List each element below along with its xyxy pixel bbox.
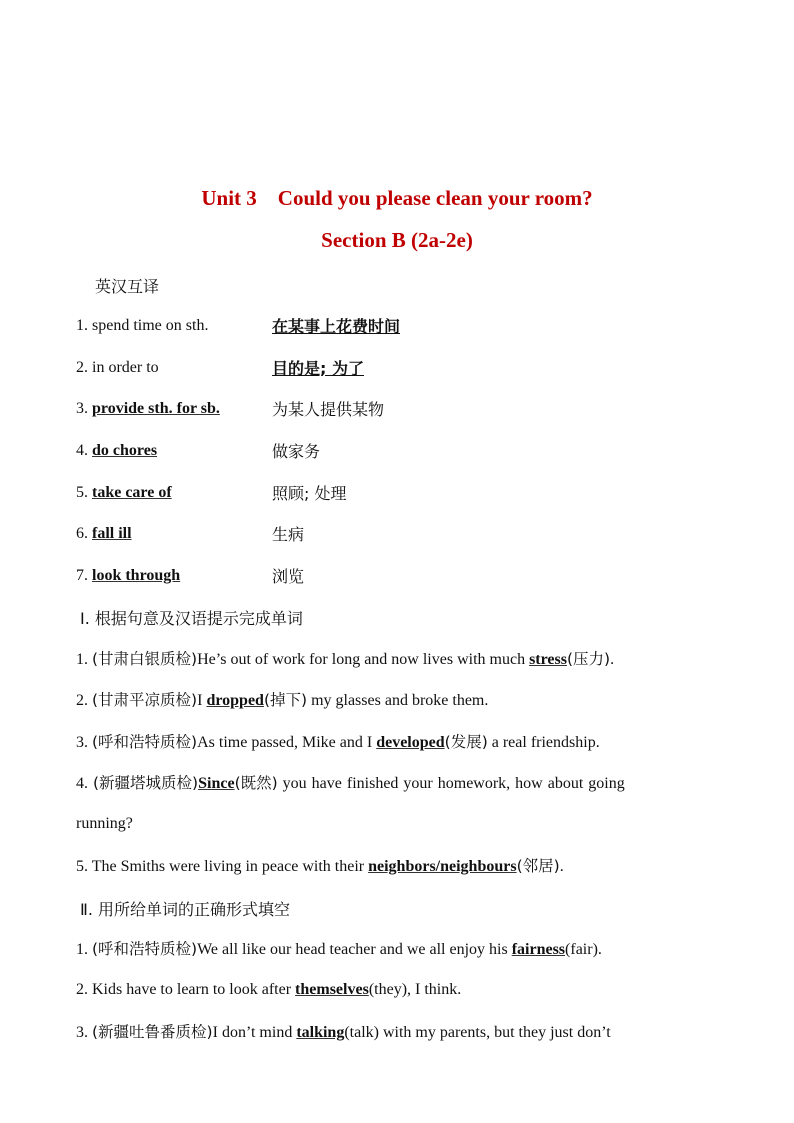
source-tag: (新疆塔城质检) — [93, 774, 199, 792]
exercise-item: 2. (甘肃平凉质检)I dropped(掉下) my glasses and broke them. — [76, 691, 489, 709]
vocab-heading: 英汉互译 — [95, 277, 160, 296]
answer: developed — [376, 734, 445, 751]
vocab-cn: 照顾; 处理 — [272, 484, 347, 503]
hint: (fair) — [565, 941, 598, 958]
answer: stress — [529, 651, 567, 668]
exercise-item: 1. (呼和浩特质检)We all like our head teacher and we all enjoy his fairness(fair). — [76, 940, 602, 958]
vocab-en-answer: do chores — [92, 442, 158, 459]
source-tag: (新疆吐鲁番质检) — [92, 1023, 213, 1041]
hint: (掉下) — [263, 691, 308, 709]
exercise-item: 3. (呼和浩特质检)As time passed, Mike and I developed(发展) a real friendship. — [76, 733, 600, 751]
vocab-cn: 为某人提供某物 — [272, 400, 385, 419]
exercise-item: 3. (新疆吐鲁番质检)I don’t mind talking(talk) with my parents, but they just don’t — [76, 1023, 611, 1041]
vocab-cn: 生病 — [272, 525, 305, 544]
vocab-item: 4. do chores — [76, 442, 158, 459]
answer: dropped — [206, 692, 264, 709]
exercise-item: 5. The Smiths were living in peace with their neighbors/neighbours(邻居). — [76, 857, 564, 875]
vocab-item: 7. look through — [76, 567, 181, 584]
exercise-item: 2. Kids have to learn to look after themselves(they), I think. — [76, 981, 462, 998]
vocab-item: 2. in order to — [76, 359, 159, 376]
vocab-cn: 浏览 — [272, 567, 305, 586]
hint: (邻居) — [516, 857, 560, 875]
hint: (压力) — [566, 650, 611, 668]
section1-heading: Ⅰ. 根据句意及汉语提示完成单词 — [80, 609, 303, 628]
source-tag: (甘肃平凉质检) — [92, 691, 198, 709]
answer: themselves — [295, 981, 369, 998]
vocab-item: 1. spend time on sth. — [76, 317, 209, 334]
vocab-en-answer: fall ill — [92, 525, 132, 542]
vocab-item: 6. fall ill — [76, 525, 132, 542]
hint: (they) — [368, 981, 408, 998]
section2-heading: Ⅱ. 用所给单词的正确形式填空 — [80, 900, 291, 919]
page-subtitle: Section B (2a-2e) — [321, 228, 473, 252]
source-tag: (甘肃白银质检) — [92, 650, 198, 668]
page-title: Unit 3 Could you please clean your room? — [201, 186, 593, 210]
vocab-en: in order to — [92, 359, 159, 376]
answer: Since — [198, 775, 235, 792]
answer: neighbors/neighbours — [368, 858, 517, 875]
vocab-en: spend time on sth. — [92, 317, 209, 334]
vocab-en-answer: provide sth. for sb. — [92, 400, 220, 417]
vocab-cn: 做家务 — [272, 442, 321, 461]
answer: fairness — [511, 941, 566, 958]
vocab-item: 5. take care of — [76, 484, 172, 501]
exercise-item-continued: running? — [76, 815, 133, 832]
vocab-en-answer: look through — [92, 567, 181, 584]
vocab-en-answer: take care of — [92, 484, 172, 501]
source-tag: (呼和浩特质检) — [92, 733, 198, 751]
hint: (既然) — [234, 774, 278, 792]
answer: talking — [296, 1024, 345, 1041]
vocab-cn-answer: 目的是; 为了 — [272, 359, 364, 378]
exercise-item: 1. (甘肃白银质检)He’s out of work for long and now lives with much stress(压力). — [76, 650, 615, 668]
vocab-cn-answer: 在某事上花费时间 — [272, 317, 401, 336]
source-tag: (呼和浩特质检) — [92, 940, 198, 958]
vocab-item: 3. provide sth. for sb. — [76, 400, 220, 417]
hint: (发展) — [444, 733, 488, 751]
exercise-item: 4. (新疆塔城质检)Since(既然) you have finished your homework, how about going — [76, 774, 625, 792]
hint: (talk) — [344, 1024, 379, 1041]
